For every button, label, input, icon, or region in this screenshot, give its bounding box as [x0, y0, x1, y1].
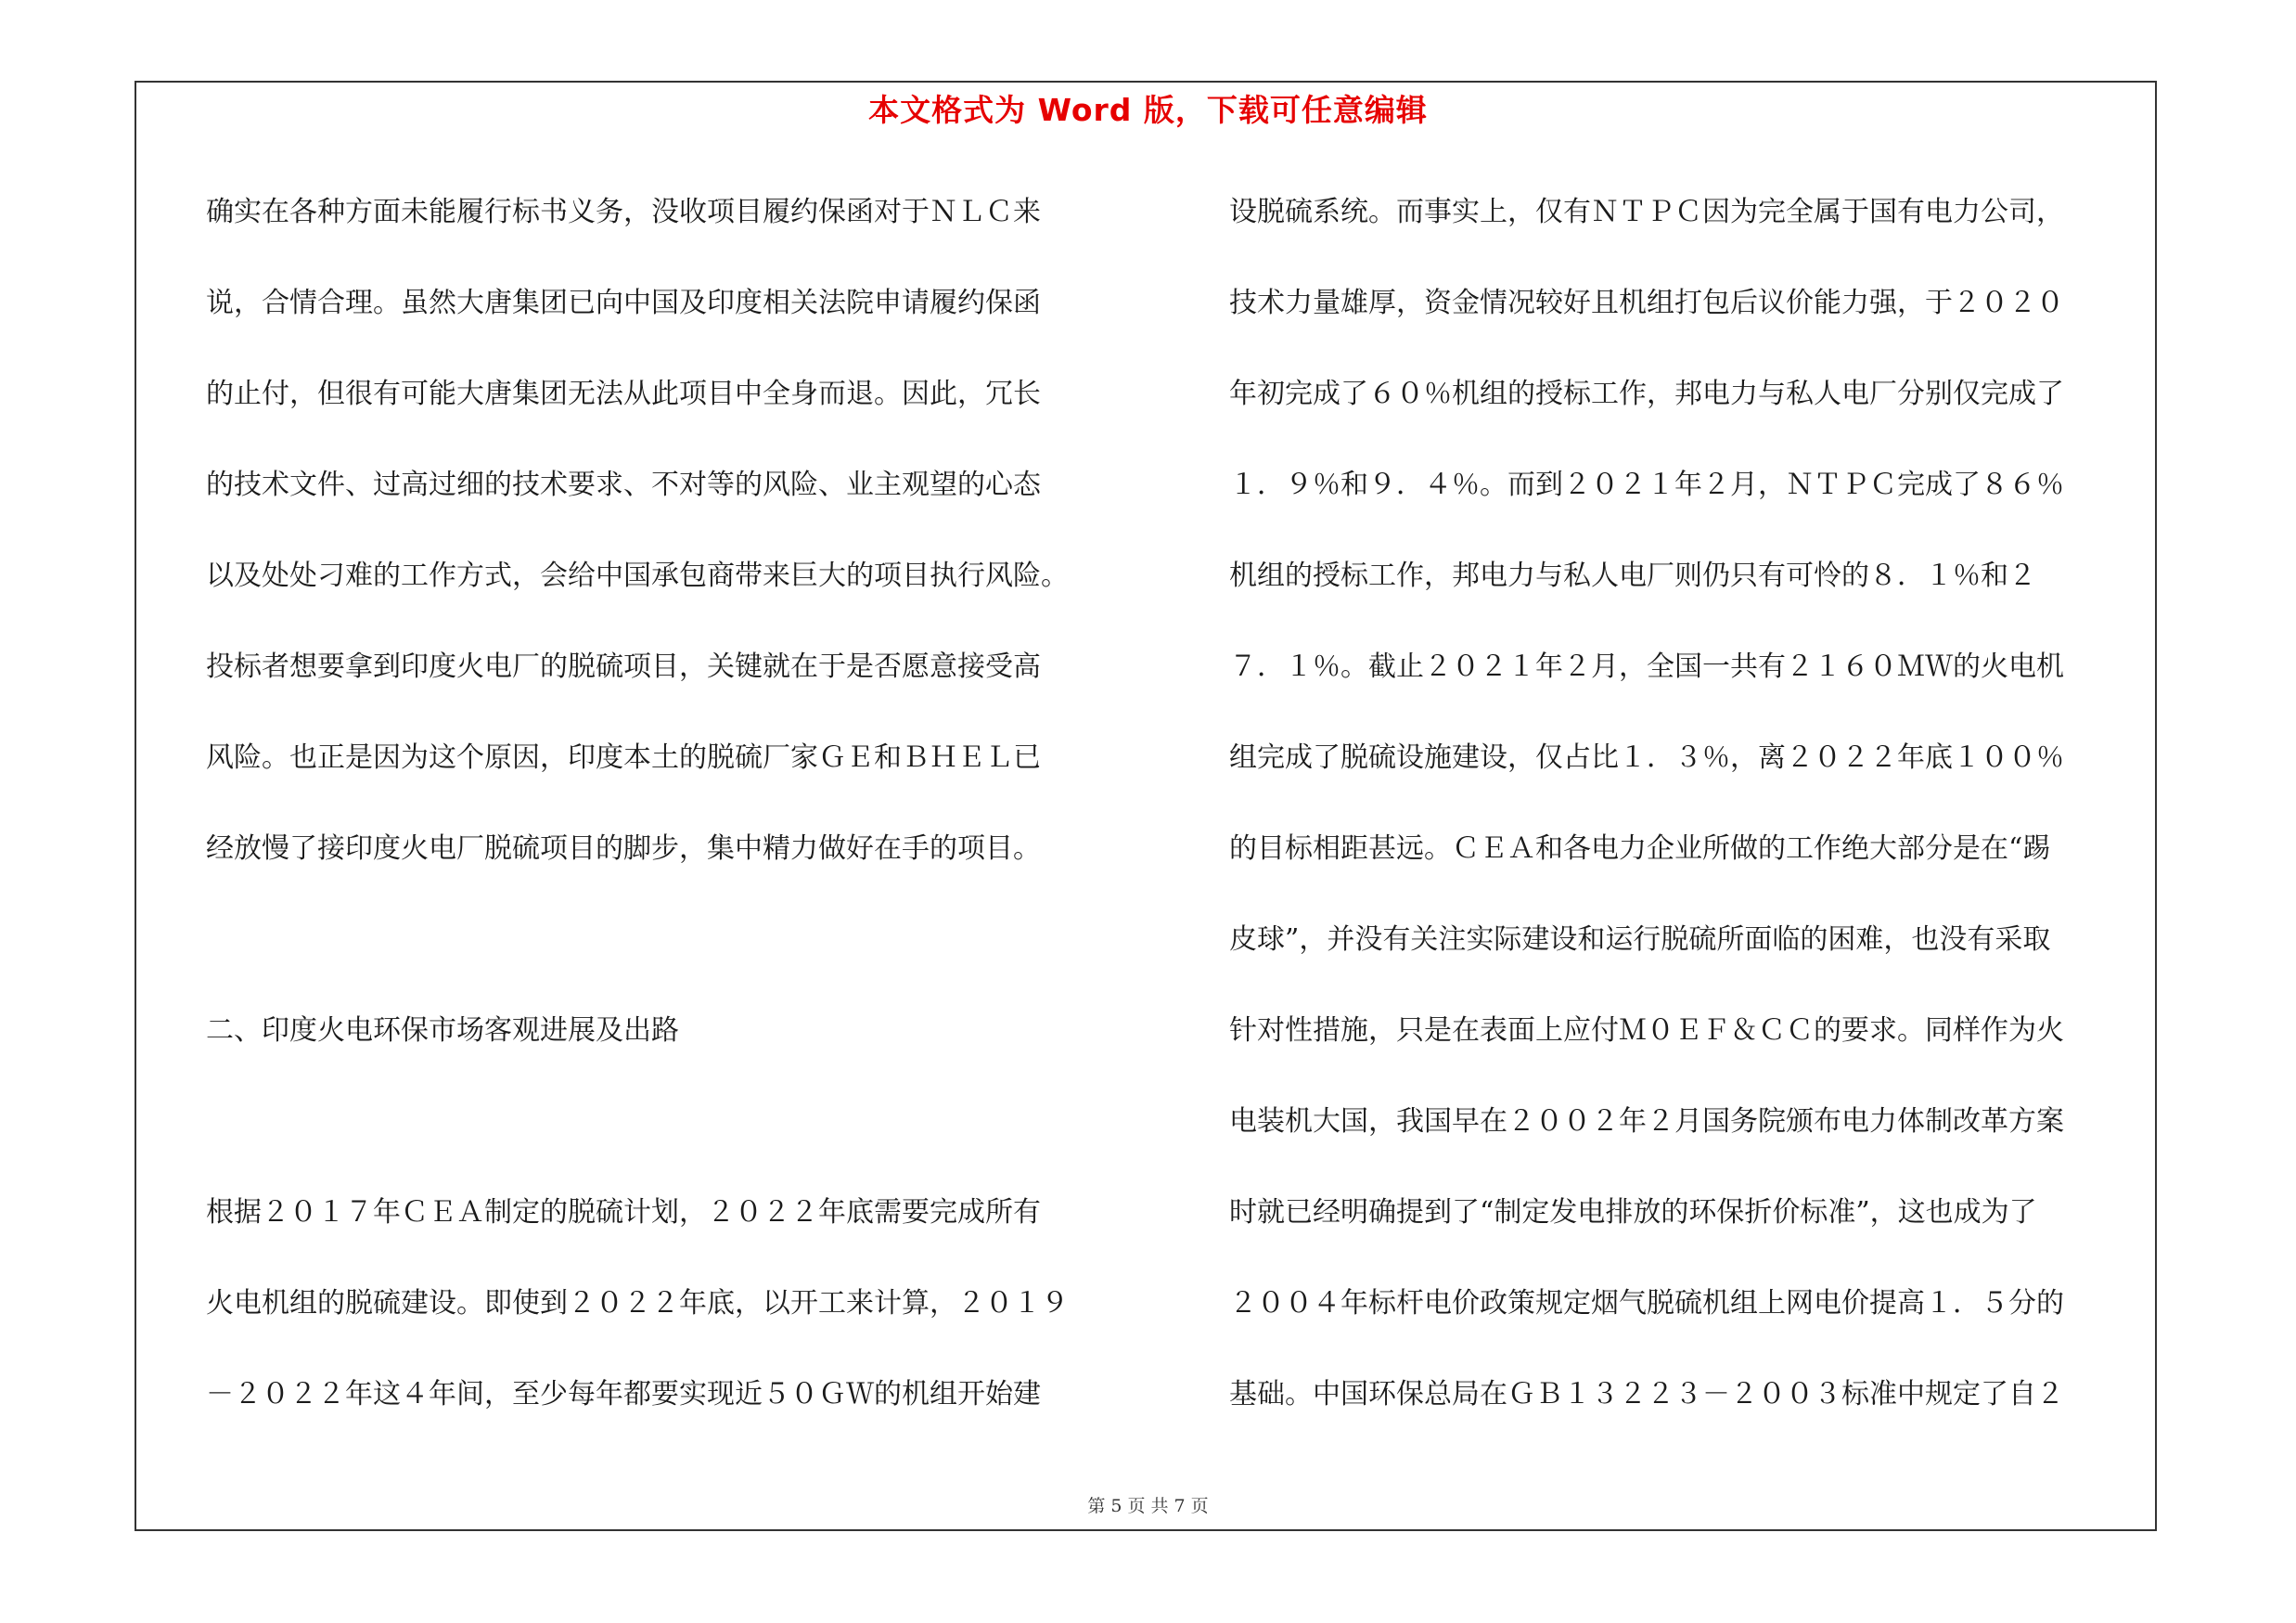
paragraph-line: 基础。中国环保总局在ＧＢ１３２２３－２００３标准中规定了自２: [1229, 1378, 2064, 1410]
section-heading: 二、印度火电环保市场客观进展及出路: [206, 1014, 679, 1047]
paragraph-line: 时就已经明确提到了“制定发电排放的环保折价标准”，这也成为了: [1229, 1196, 2037, 1229]
paragraph-line: 皮球”，并没有关注实际建设和运行脱硫所面临的困难，也没有采取: [1229, 923, 2051, 956]
paragraph-line: 以及处处刁难的工作方式，会给中国承包商带来巨大的项目执行风险。: [206, 560, 1069, 592]
paragraph-line: 投标者想要拿到印度火电厂的脱硫项目，关键就在于是否愿意接受高: [206, 650, 1041, 683]
right-column: [1229, 186, 2157, 1459]
paragraph-line: 组完成了脱硫设施建设，仅占比１．３％，离２０２２年底１００％: [1229, 741, 2064, 774]
paragraph-gap: [206, 913, 1134, 1004]
paragraph-line: 确实在各种方面未能履行标书义务，没收项目履约保函对于ＮＬＣ来: [206, 196, 1041, 228]
paragraph-line: 经放慢了接印度火电厂脱硫项目的脚步，集中精力做好在手的项目。: [206, 832, 1041, 865]
paragraph-line: 机组的授标工作，邦电力与私人电厂则仍只有可怜的８．１％和２: [1229, 560, 2036, 592]
paragraph-line: 的技术文件、过高过细的技术要求、不对等的风险、业主观望的心态: [206, 469, 1041, 501]
document-banner: 本文格式为 Word 版，下载可任意编辑: [868, 92, 1428, 128]
paragraph-line: 火电机组的脱硫建设。即使到２０２２年底，以开工来计算，２０１９: [206, 1287, 1069, 1320]
paragraph-line: ２００４年标杆电价政策规定烟气脱硫机组上网电价提高１．５分的: [1229, 1287, 2064, 1320]
paragraph-line: 风险。也正是因为这个原因，印度本土的脱硫厂家ＧＥ和ＢＨＥＬ已: [206, 741, 1041, 774]
paragraph-line: 说，合情合理。虽然大唐集团已向中国及印度相关法院申请履约保函: [206, 287, 1041, 319]
paragraph-line: 的目标相距甚远。ＣＥＡ和各电力企业所做的工作绝大部分是在“踢: [1229, 832, 2051, 865]
paragraph-line: 设脱硫系统。而事实上，仅有ＮＴＰＣ因为完全属于国有电力公司，: [1229, 196, 2064, 228]
paragraph-line: 针对性措施，只是在表面上应付Ｍ０ＥＦ＆ＣＣ的要求。同样作为火: [1229, 1014, 2064, 1047]
paragraph-line: 的止付，但很有可能大唐集团无法从此项目中全身而退。因此，冗长: [206, 378, 1041, 410]
paragraph-line: －２０２２年这４年间，至少每年都要实现近５０ＧＷ的机组开始建: [206, 1378, 1041, 1410]
paragraph-line: 根据２０１７年ＣＥＡ制定的脱硫计划，２０２２年底需要完成所有: [206, 1196, 1041, 1229]
left-column: [206, 186, 1134, 1459]
paragraph-line: 技术力量雄厚，资金情况较好且机组打包后议价能力强，于２０２０: [1229, 287, 2064, 319]
paragraph-gap: [206, 1095, 1134, 1186]
paragraph-line: 年初完成了６０％机组的授标工作，邦电力与私人电厂分别仅完成了: [1229, 378, 2064, 410]
paragraph-line: 电装机大国，我国早在２００２年２月国务院颁布电力体制改革方案: [1229, 1105, 2064, 1138]
page-number: 第 5 页 共 7 页: [1087, 1496, 1209, 1516]
paragraph-line: １．９％和９．４％。而到２０２１年２月，ＮＴＰＣ完成了８６％: [1229, 469, 2064, 501]
paragraph-line: ７．１％。截止２０２１年２月，全国一共有２１６０ＭＷ的火电机: [1229, 650, 2064, 683]
